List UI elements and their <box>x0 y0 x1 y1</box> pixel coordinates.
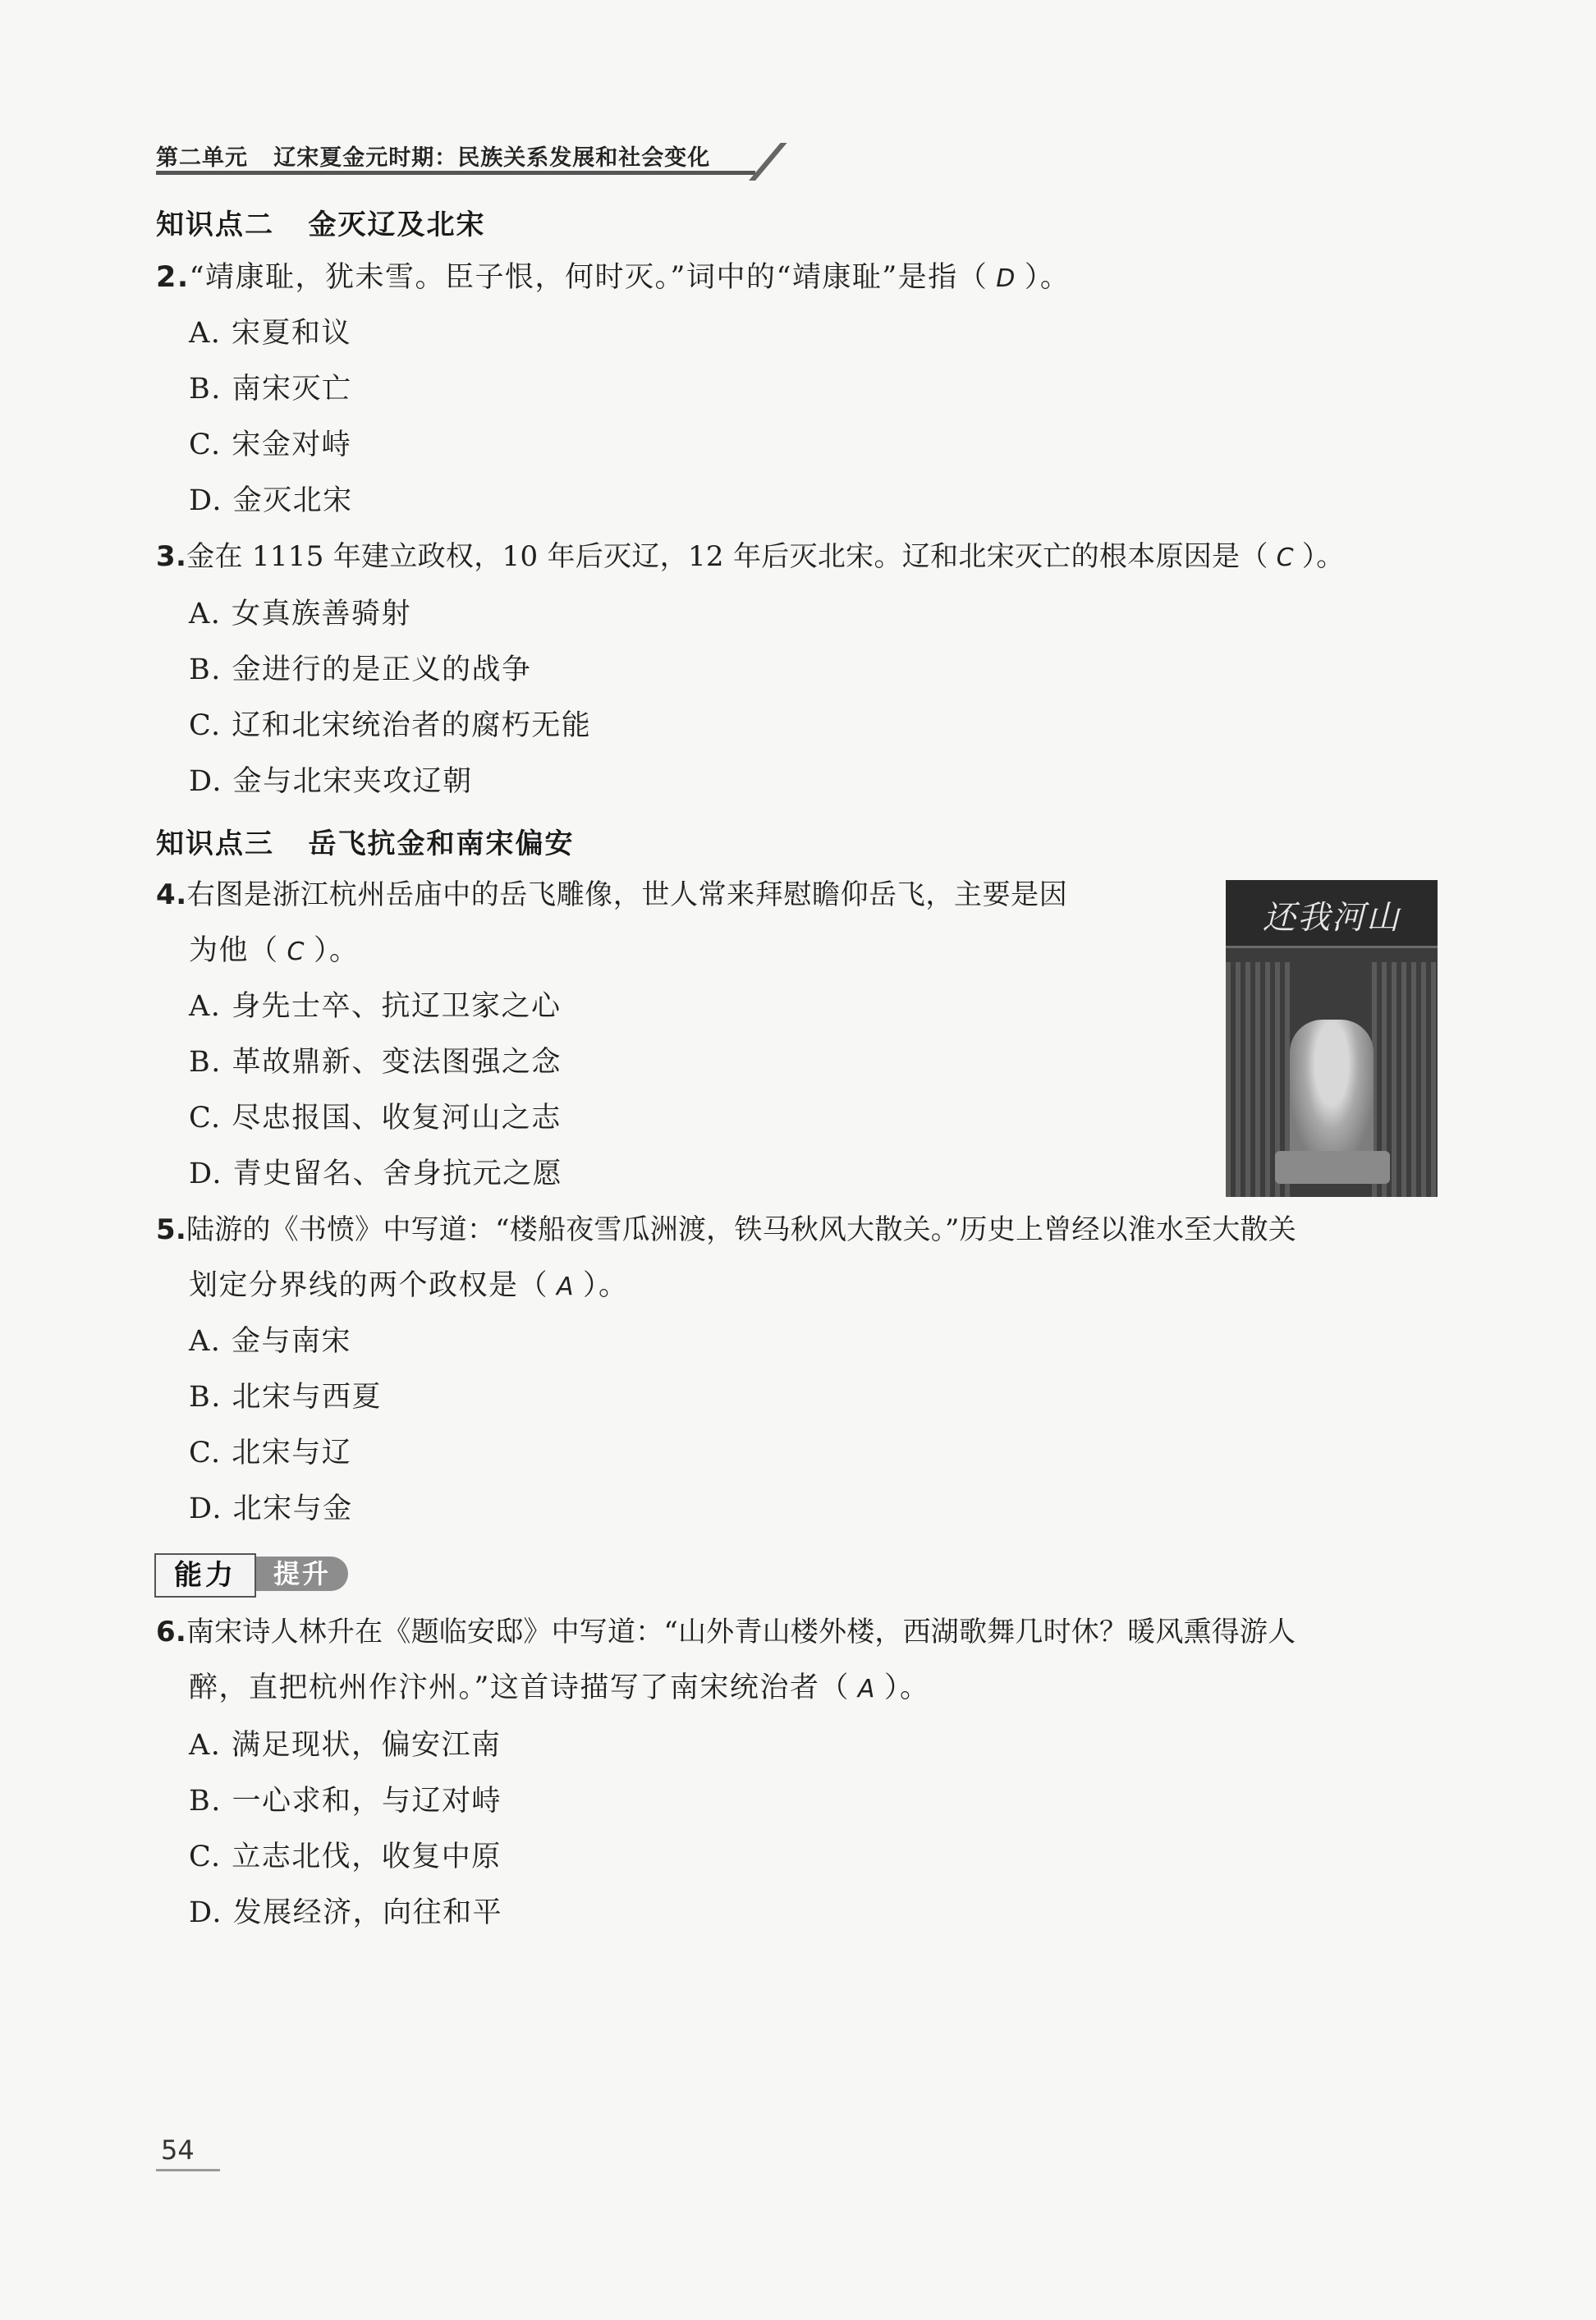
statue-base <box>1275 1151 1390 1184</box>
header-rule <box>156 171 755 175</box>
option: C. 北宋与辽 <box>189 1437 352 1469</box>
page-number-rule <box>156 2169 220 2171</box>
option: B. 革故鼎新、变法图强之念 <box>189 1046 562 1079</box>
answer-handwritten: C <box>1276 543 1294 572</box>
header-slant-rule <box>749 143 787 181</box>
option: B. 金进行的是正义的战争 <box>189 653 532 686</box>
option: C. 尽忠报国、收复河山之志 <box>189 1102 562 1135</box>
question-2: 2.“靖康耻，犹未雪。臣子恨，何时灭。”词中的“靖康耻”是指（ D ）。 <box>156 259 1070 297</box>
option: D. 发展经济，向往和平 <box>189 1896 503 1929</box>
question-6-cont: 醉，直把杭州作汴州。”这首诗描写了南宋统治者（ A ）。 <box>189 1670 929 1708</box>
option: C. 辽和北宋统治者的腐朽无能 <box>189 709 592 742</box>
answer-handwritten: A <box>857 1675 876 1703</box>
unit-label: 第二单元 <box>156 145 248 171</box>
option: D. 北宋与金 <box>189 1492 353 1525</box>
answer-handwritten: C <box>287 938 305 966</box>
option: A. 满足现状，偏安江南 <box>189 1729 502 1762</box>
option: B. 一心求和，与辽对峙 <box>189 1785 502 1818</box>
ability-improvement-badge <box>154 1553 351 1594</box>
option: D. 青史留名、舍身抗元之愿 <box>189 1158 563 1190</box>
option: B. 北宋与西夏 <box>189 1381 382 1414</box>
unit-header <box>156 131 895 181</box>
question-3: 3.金在 1115 年建立政权，10 年后灭辽，12 年后灭北宋。辽和北宋灭亡的根本原因是（ C ）。 <box>156 539 1345 576</box>
improvement-tag: 提升 <box>256 1557 348 1591</box>
question-6: 6.南宋诗人林升在《题临安邸》中写道：“山外青山楼外楼，西湖歌舞几时休？暖风熏得游人 <box>156 1616 1296 1648</box>
section-title: 金灭辽及北宋 <box>308 209 486 241</box>
option: C. 宋金对峙 <box>189 429 352 461</box>
option: A. 金与南宋 <box>189 1325 352 1358</box>
option: A. 身先士卒、抗辽卫家之心 <box>189 990 562 1023</box>
option: B. 南宋灭亡 <box>189 373 352 406</box>
section-heading <box>156 821 575 861</box>
option: D. 金与北宋夹攻辽朝 <box>189 765 473 798</box>
statue-figure <box>1290 1020 1374 1167</box>
section-heading <box>156 202 486 242</box>
question-5-cont: 划定分界线的两个政权是（ A ）。 <box>189 1268 629 1305</box>
unit-title: 辽宋夏金元时期：民族关系发展和社会变化 <box>273 145 711 171</box>
section-label: 知识点二 <box>156 209 274 241</box>
option: D. 金灭北宋 <box>189 484 353 517</box>
question-5: 5.陆游的《书愤》中写道：“楼船夜雪瓜洲渡，铁马秋风大散关。”历史上曾经以淮水至大散关 <box>156 1213 1296 1246</box>
plaque <box>1226 880 1438 948</box>
yue-fei-statue-photo <box>1226 880 1438 1197</box>
ability-label: 能力 <box>154 1553 256 1598</box>
option: C. 立志北伐，收复中原 <box>189 1841 502 1873</box>
section-label: 知识点三 <box>156 828 274 860</box>
plaque-text: 还我河山 <box>1263 899 1401 937</box>
question-4-cont: 为他（ C ）。 <box>189 933 359 970</box>
answer-handwritten: D <box>996 264 1016 293</box>
page-number: 54 <box>161 2134 195 2166</box>
option: A. 宋夏和议 <box>189 317 352 350</box>
question-4: 4.右图是浙江杭州岳庙中的岳飞雕像，世人常来拜慰瞻仰岳飞，主要是因 <box>156 878 1068 911</box>
section-title: 岳飞抗金和南宋偏安 <box>308 828 575 860</box>
option: A. 女真族善骑射 <box>189 598 412 630</box>
answer-handwritten: A <box>557 1272 576 1301</box>
